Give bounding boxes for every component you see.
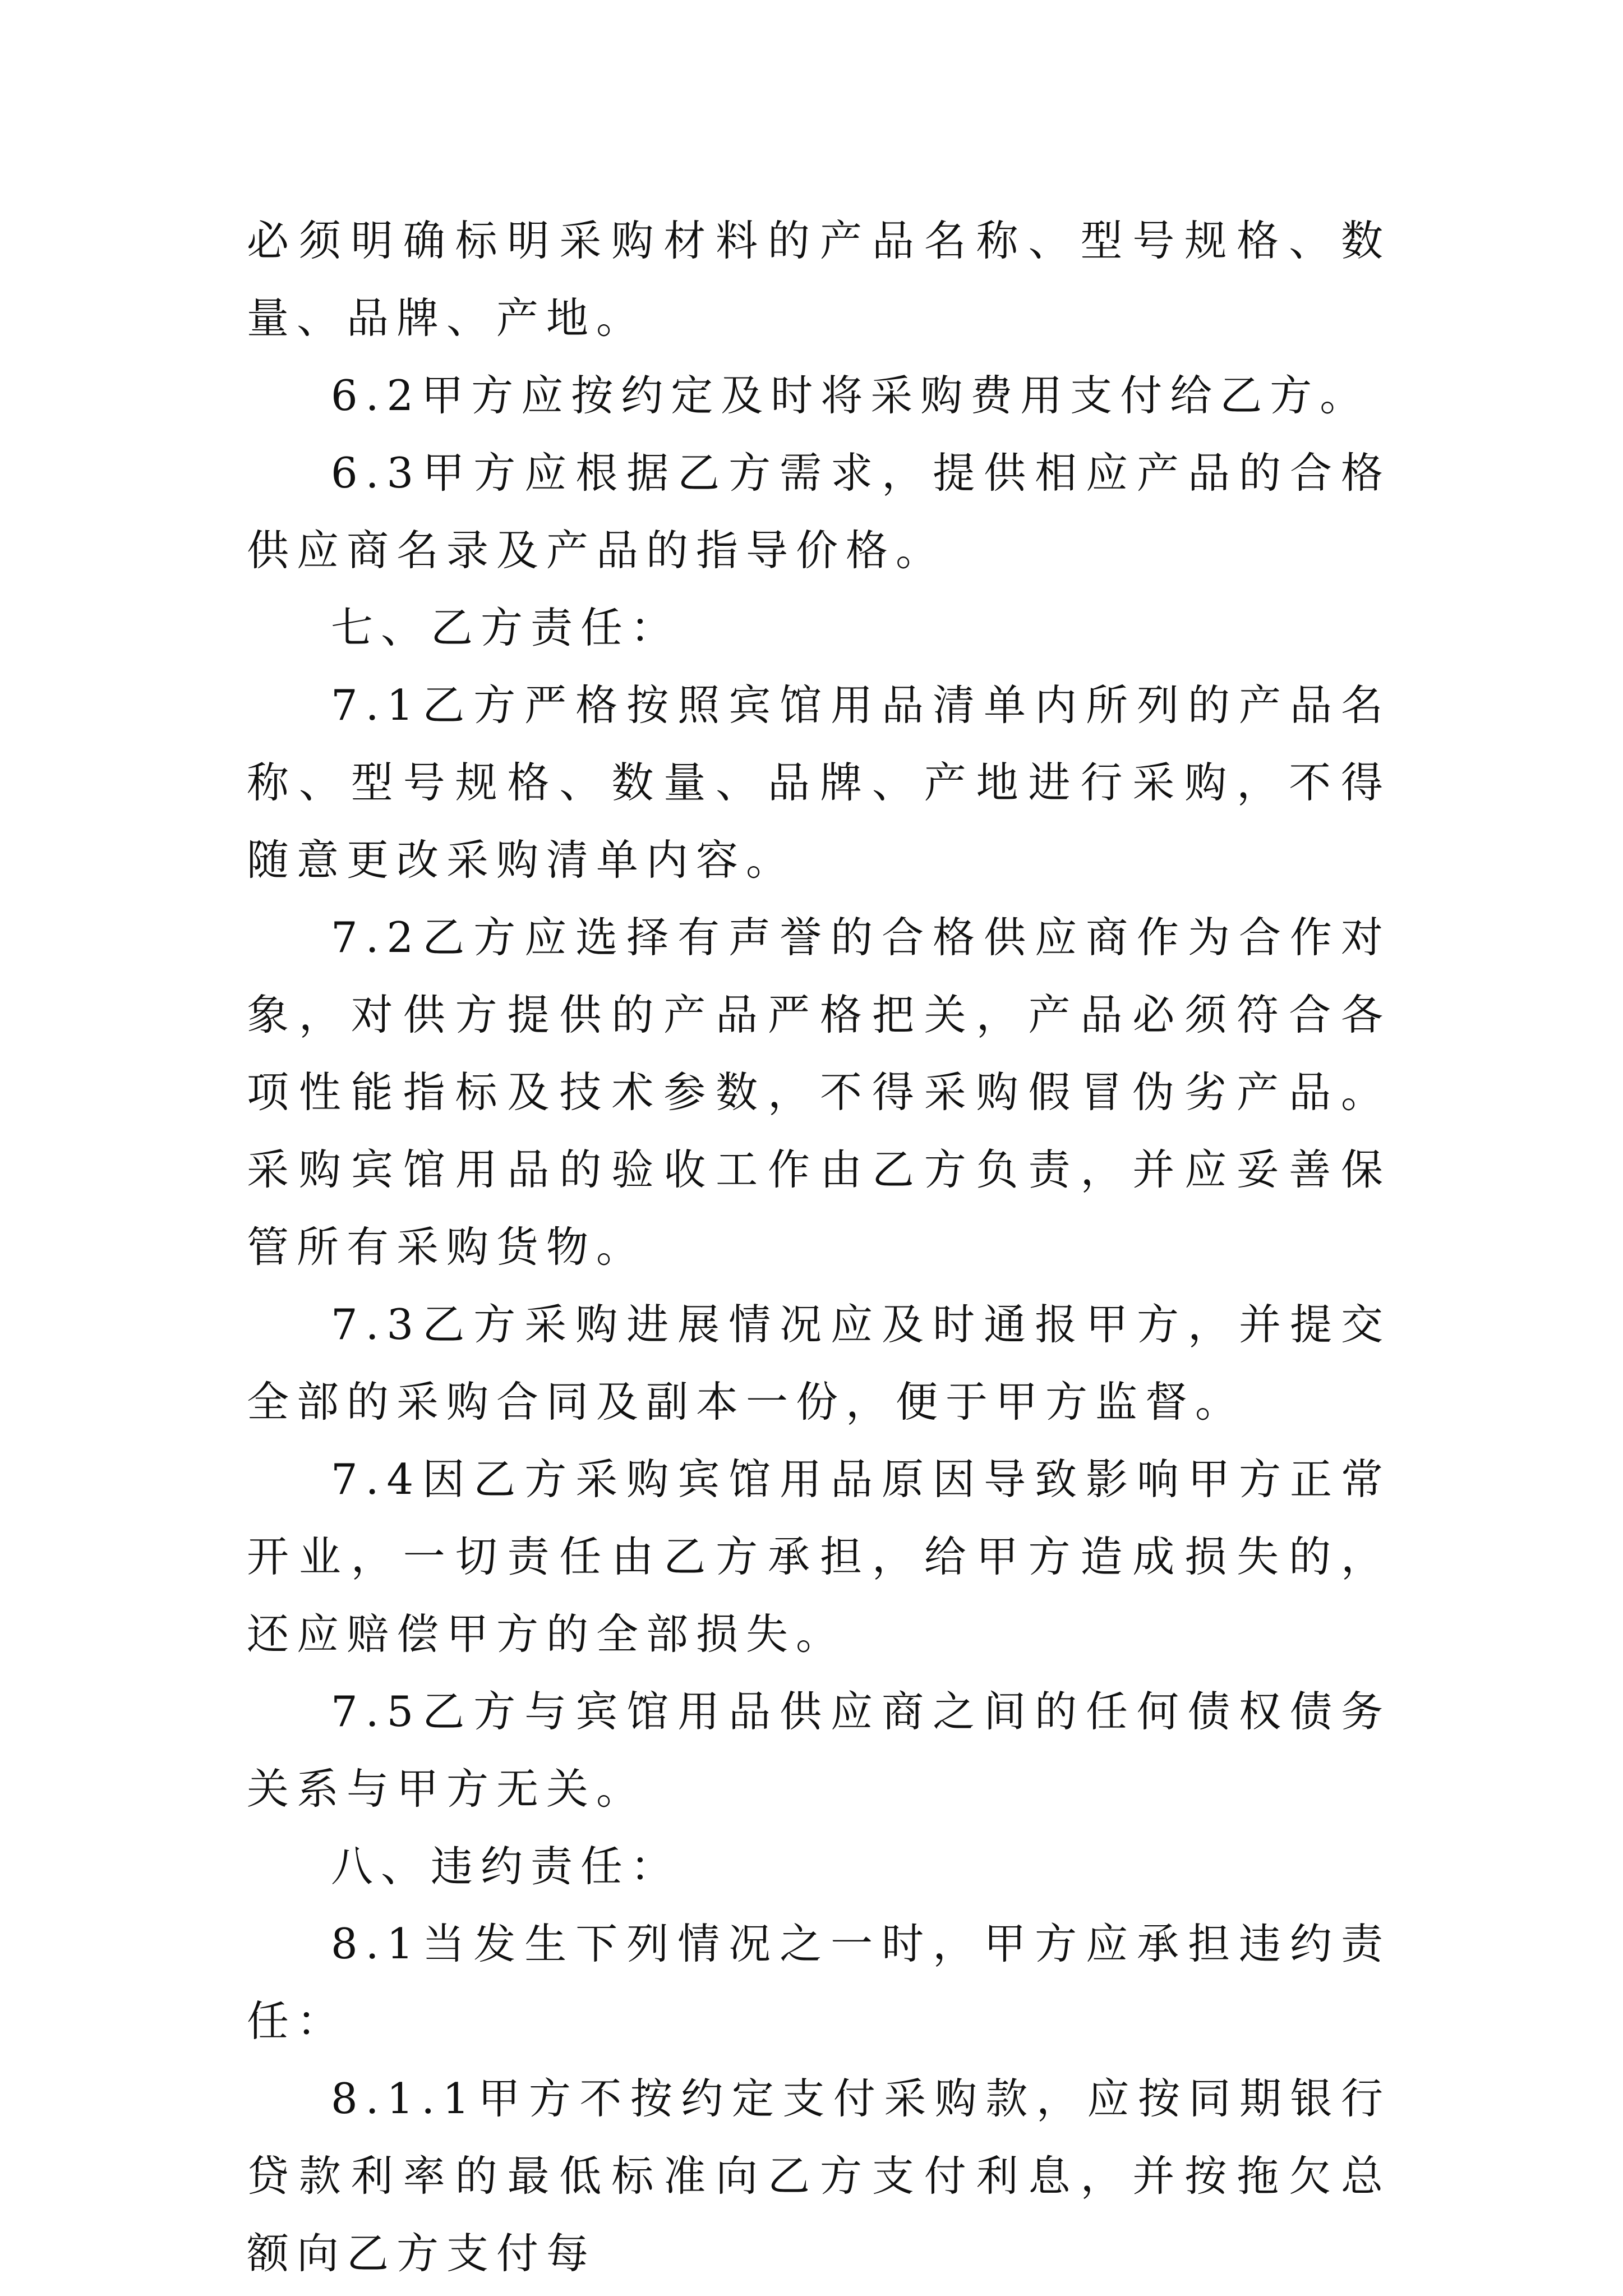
clause-6-2: 6.2甲方应按约定及时将采购费用支付给乙方。 [331,371,1370,420]
paragraph-continuation: 必须明确标明采购材料的产品名称、型号规格、数量、品牌、产地。 [247,216,1391,343]
clause-8-1: 8.1当发生下列情况之一时，甲方应承担违约责任： [247,1919,1391,2046]
clause-8-1-1: 8.1.1甲方不按约定支付采购款，应按同期银行贷款利率的最低标准向乙方支付利息，并按拖欠总额向乙方支付每 [247,2074,1391,2278]
clause-7-5: 7.5乙方与宾馆用品供应商之间的任何债权债务关系与甲方无关。 [247,1687,1391,1814]
clause-7-3: 7.3乙方采购进展情况应及时通报甲方，并提交全部的采购合同及副本一份，便于甲方监督。 [247,1300,1391,1427]
clause-7-2: 7.2乙方应选择有声誉的合格供应商作为合作对象，对供方提供的产品严格把关，产品必须符合各项性能指标及技术参数，不得采购假冒伪劣产品。采购宾馆用品的验收工作由乙方负责，并应妥善保管所有采购货物。 [247,913,1391,1272]
clause-7-1: 7.1乙方严格按照宾馆用品清单内所列的产品名称、型号规格、数量、品牌、产地进行采购，不得随意更改采购清单内容。 [247,680,1391,885]
section-heading-8: 八、违约责任： [331,1842,681,1891]
clause-7-4: 7.4因乙方采购宾馆用品原因导致影响甲方正常开业，一切责任由乙方承担，给甲方造成损失的，还应赔偿甲方的全部损失。 [247,1455,1391,1659]
clause-6-3: 6.3甲方应根据乙方需求，提供相应产品的合格供应商名录及产品的指导价格。 [247,448,1391,575]
section-heading-7: 七、乙方责任： [331,603,681,652]
document-body [247,202,1391,2292]
